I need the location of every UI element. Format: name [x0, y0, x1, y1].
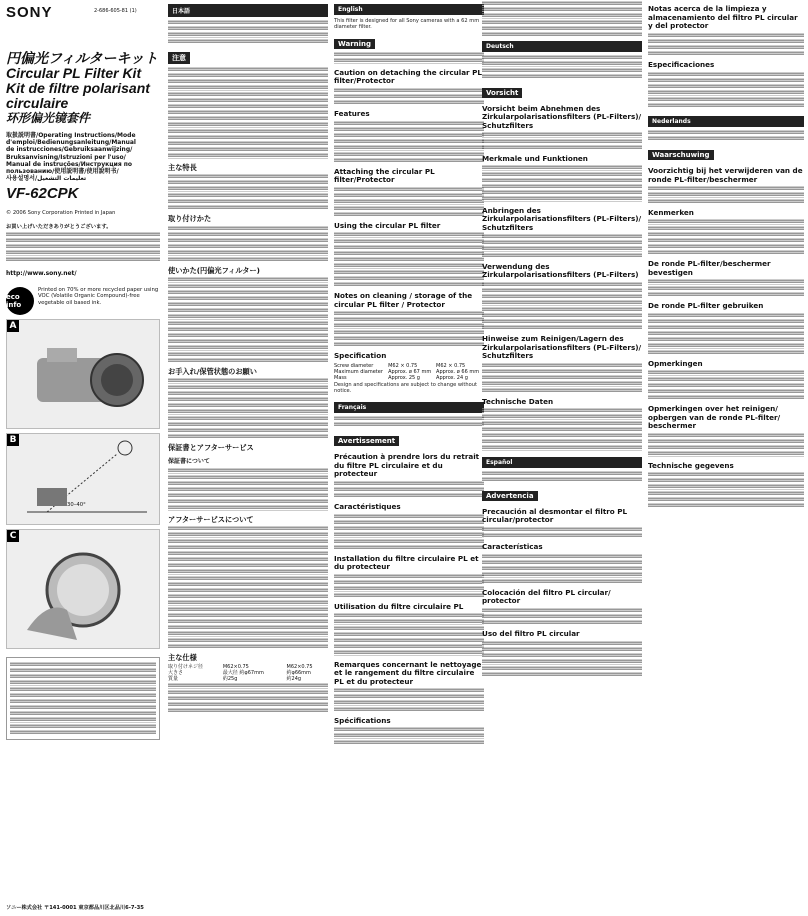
- japanese-column: [168, 0, 328, 714]
- angle-label: 30–40°: [67, 501, 86, 508]
- es-heading-cleaning: Notas acerca de la limpieza y almacenamiento del filtro PL circular y del protector: [648, 4, 798, 30]
- sony-logo: SONY: [6, 4, 53, 21]
- title-french: Kit de filtre polarisant circulaire: [6, 80, 150, 111]
- table-row: 取り付けネジ径 M62×0.75 M62×0.75: [168, 664, 313, 671]
- de-heading-cleaning: Hinweise zum Reinigen/Lagern des Zirkularpolarisationsfilters (PL-Filters)/ Schutzfilters: [482, 334, 642, 361]
- es-heading-attach: Colocación del filtro PL circular/ protector: [482, 587, 611, 606]
- fr-heading-specs: Spécifications: [334, 715, 391, 725]
- english-french-column: [334, 0, 484, 746]
- nl-heading-use: De ronde PL-filter gebruiken: [648, 301, 764, 310]
- eco-logo-icon: eco info: [6, 287, 34, 315]
- jp-greeting: お買い上げいただきありがとうございます。: [6, 224, 112, 231]
- es-heading-use: Uso del filtro PL circular: [482, 629, 580, 639]
- en-heading-attaching: Attaching the circular PL filter/Protector: [334, 166, 435, 185]
- table-row: Mass Approx. 25 g Approx. 24 g: [334, 374, 468, 381]
- es-heading-features: Características: [482, 542, 543, 552]
- jp-spec-table: [168, 664, 328, 682]
- jp-caution-label: 注意: [168, 52, 190, 64]
- jp-heading-specs: 主な仕様: [168, 652, 197, 662]
- jp-info-box: [6, 657, 160, 740]
- tab-dutch: Nederlands: [648, 116, 804, 127]
- nl-heading-cleaning: Opmerkingen over het reinigen/ opbergen van de ronde PL-filter/ beschermer: [648, 404, 781, 431]
- fr-heading-caution: Précaution à prendre lors du retrait du filtre PL circulaire et du protecteur: [334, 452, 480, 479]
- es-heading-specs: Especificaciones: [648, 60, 715, 70]
- fr-heading-warning: Avertissement: [334, 436, 399, 446]
- hand-filter-illustration-icon: [7, 530, 159, 648]
- jp-heading-attach: 取り付けかた: [168, 214, 212, 224]
- figure-b: B 30–40°: [6, 433, 160, 525]
- en-heading-features: Features: [334, 109, 370, 119]
- copyright: © 2006 Sony Corporation Printed in Japan: [6, 210, 116, 217]
- de-heading-specs: Technische Daten: [482, 396, 554, 406]
- fr-heading-use: Utilisation du filtre circulaire PL: [334, 601, 464, 611]
- nl-heading-features: Kenmerken: [648, 207, 694, 217]
- tab-german: Deutsch: [482, 41, 642, 52]
- nl-heading-specs: Technische gegevens: [648, 460, 734, 470]
- de-heading-caution: Vorsicht beim Abnehmen des Zirkularpolarisationsfilters (PL-Filters)/ Schutzfilters: [482, 103, 642, 130]
- en-heading-cleaning: Notes on cleaning / storage of the circular PL filter / Protector: [334, 291, 473, 309]
- en-intro: This filter is designed for all Sony cameras with a 62 mm diameter filter.: [334, 18, 480, 31]
- title-japanese: 円偏光フィルターキット: [6, 50, 159, 66]
- cover-column: [6, 0, 160, 740]
- en-heading-specs: Specification: [334, 351, 387, 361]
- spanish-dutch-column: [648, 0, 804, 509]
- en-spec-table: [334, 363, 484, 381]
- table-row: 質量 約25g 約24g: [168, 676, 302, 683]
- sony-url: http://www.sony.net/: [6, 269, 77, 277]
- sun-angle-illustration-icon: [7, 434, 159, 524]
- figure-c: C: [6, 529, 160, 649]
- de-heading-warning: Vorsicht: [482, 88, 522, 98]
- jp-heading-warranty: 保証書とアフターサービス: [168, 443, 254, 453]
- tab-spanish: Español: [482, 457, 642, 468]
- es-heading-warning: Advertencia: [482, 491, 538, 501]
- title-english: Circular PL Filter Kit: [6, 65, 142, 81]
- fr-heading-install: Installation du filtre circulaire PL et du protecteur: [334, 553, 479, 572]
- nl-heading-warning: Waarschuwing: [648, 150, 714, 160]
- eco-info: [6, 287, 160, 315]
- title-chinese: 环形偏光镜套件: [6, 111, 91, 125]
- nl-heading-attach: De ronde PL-filter/beschermer bevestigen: [648, 259, 771, 277]
- nl-heading-caution: Voorzichtig bij het verwijderen van de ronde PL-filter/beschermer: [648, 166, 803, 184]
- table-row: Screw diameter M62 × 0.75 M62 × 0.75: [334, 362, 466, 369]
- jp-heading-warranty-sub: 保証書について: [168, 457, 210, 465]
- jp-heading-service: アフターサービスについて: [168, 514, 254, 524]
- es-heading-caution: Precaución al desmontar el filtro PL circular/protector: [482, 506, 628, 525]
- en-heading-caution: Caution on detaching the circular PL filter/Protector: [334, 67, 482, 86]
- de-heading-attach: Anbringen des Zirkularpolarisationsfilters (PL-Filters)/ Schutzfilters: [482, 205, 642, 232]
- company-footer: ソニー株式会社 〒141-0001 東京都品川区北品川6-7-35: [6, 905, 144, 911]
- tab-japanese: 日本語: [168, 4, 328, 17]
- fr-heading-cleaning: Remarques concernant le nettoyage et le rangement du filtre circulaire PL et du protecteur: [334, 659, 482, 686]
- en-heading-warning: Warning: [334, 39, 375, 49]
- camera-illustration-icon: [7, 320, 159, 428]
- table-row: 大きさ 最大径 約φ67mm 約φ66mm: [168, 670, 311, 677]
- en-heading-using: Using the circular PL filter: [334, 220, 441, 230]
- jp-heading-care: お手入れ/保管状態のお願い: [168, 366, 257, 376]
- german-spanish-column: [482, 0, 642, 678]
- de-heading-use: Verwendung des Zirkularpolarisationsfilters (PL-Filters): [482, 261, 639, 280]
- de-heading-features: Merkmale und Funktionen: [482, 153, 588, 163]
- eco-text: Printed on 70% or more recycled paper using VOC (Volatile Organic Compound)-free vegetable oil based ink.: [38, 286, 159, 306]
- table-row: Maximum diameter Approx. ø 67 mm Approx. ø 66 mm: [334, 368, 480, 375]
- model-number: VF-62CPK: [6, 185, 79, 203]
- fr-heading-features: Caractéristiques: [334, 502, 401, 512]
- tab-english: English: [334, 4, 484, 15]
- figure-a: A: [6, 319, 160, 429]
- part-number: 2-686-605-81 (1): [94, 8, 137, 14]
- jp-heading-features: 主な特長: [168, 162, 197, 172]
- manual-languages: 取扱説明書/Operating Instructions/Mode d'emploi/Bedienungsanleitung/Manual de instrucciones/Gebruiksaanwijzing/ Bruksanvisning/Istruzioni per l'uso/ Manual de instruções/Инструкция по пользованию/使用説明書/使用說明书/ 사용설명서/تعليمات التشغيل: [6, 132, 136, 183]
- jp-heading-use: 使いかた(円偏光フィルター): [168, 265, 260, 275]
- en-footer-note: Design and specifications are subject to change without notice.: [334, 381, 477, 394]
- tab-french: Français: [334, 402, 484, 413]
- nl-heading-notes: Opmerkingen: [648, 358, 703, 368]
